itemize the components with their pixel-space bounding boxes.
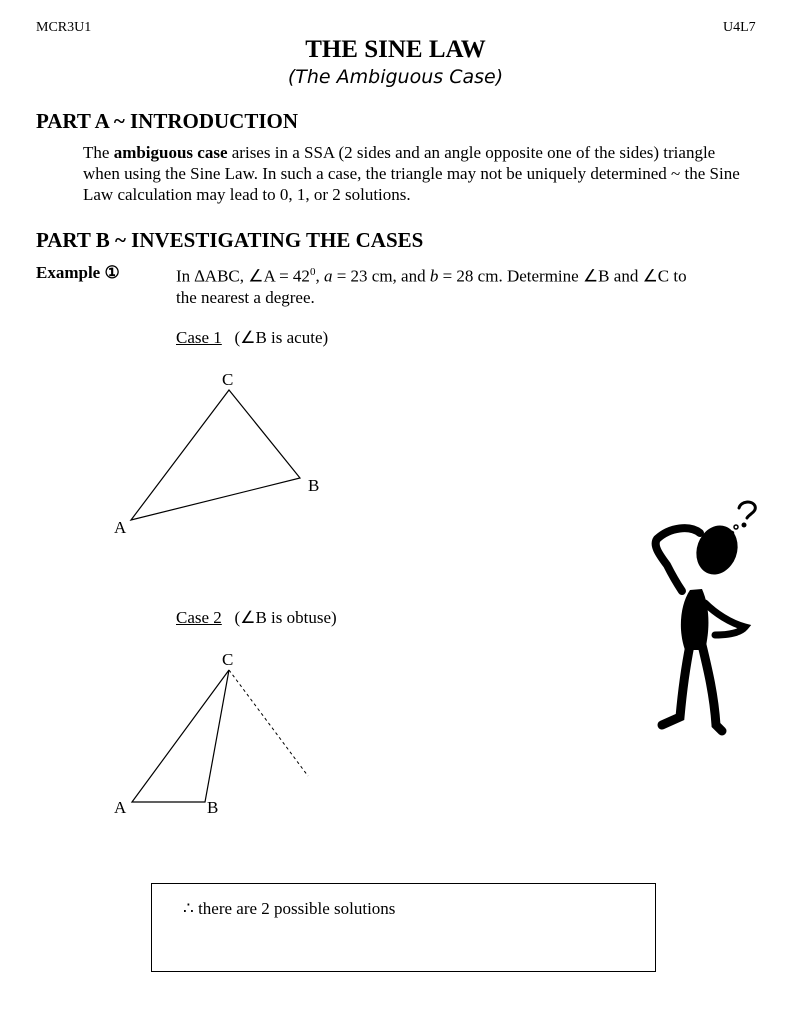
page-subtitle: (The Ambiguous Case) xyxy=(287,66,504,88)
lesson-code: U4L7 xyxy=(723,20,756,35)
case-1-vertex-b: B xyxy=(308,476,320,495)
case-1-triangle xyxy=(131,390,300,520)
example-label: Example ① xyxy=(36,263,120,282)
intro-text-end: arises in a SSA (2 sides and an angle opposite one of the sides) triangle when using the Sine Law. In such a case, the triangle may not be uniquely determined ~ the Sine Law calculation may lead to 0, 1, or 2 solutions. xyxy=(83,143,740,204)
example-line-2: the nearest a degree. xyxy=(176,287,315,307)
intro-bold-term: ambiguous case xyxy=(113,143,228,162)
thinking-person-icon xyxy=(640,495,765,745)
answer-text: ∴ there are 2 possible solutions xyxy=(183,899,396,918)
case-1-vertex-a: A xyxy=(114,518,127,537)
case-2-heading xyxy=(176,607,337,628)
intro-text-start: The xyxy=(83,143,114,162)
course-code: MCR3U1 xyxy=(36,20,92,35)
case-1-description: (∠B is acute) xyxy=(234,328,329,347)
case-2-dashed-side xyxy=(229,670,308,776)
part-b-heading: PART B ~ INVESTIGATING THE CASES xyxy=(36,228,424,252)
case-2-label: Case 2 xyxy=(176,608,222,627)
case-2-vertex-b: B xyxy=(207,798,219,817)
part-a-heading: PART A ~ INTRODUCTION xyxy=(36,109,299,133)
case-2-vertex-a: A xyxy=(114,798,127,817)
case-2-vertex-c: C xyxy=(222,650,234,669)
case-1-label: Case 1 xyxy=(176,328,222,347)
case-1-vertex-c: C xyxy=(222,370,234,389)
case-2-triangle xyxy=(132,670,229,802)
case-2-description: (∠B is obtuse) xyxy=(234,608,337,627)
answer-box xyxy=(151,883,656,972)
example-line-1: In ∆ABC, ∠A = $42^0$, a = 23 cm, and b = 28 cm. Determine ∠B and ∠C to xyxy=(176,266,687,286)
page-title: THE SINE LAW xyxy=(305,36,486,63)
